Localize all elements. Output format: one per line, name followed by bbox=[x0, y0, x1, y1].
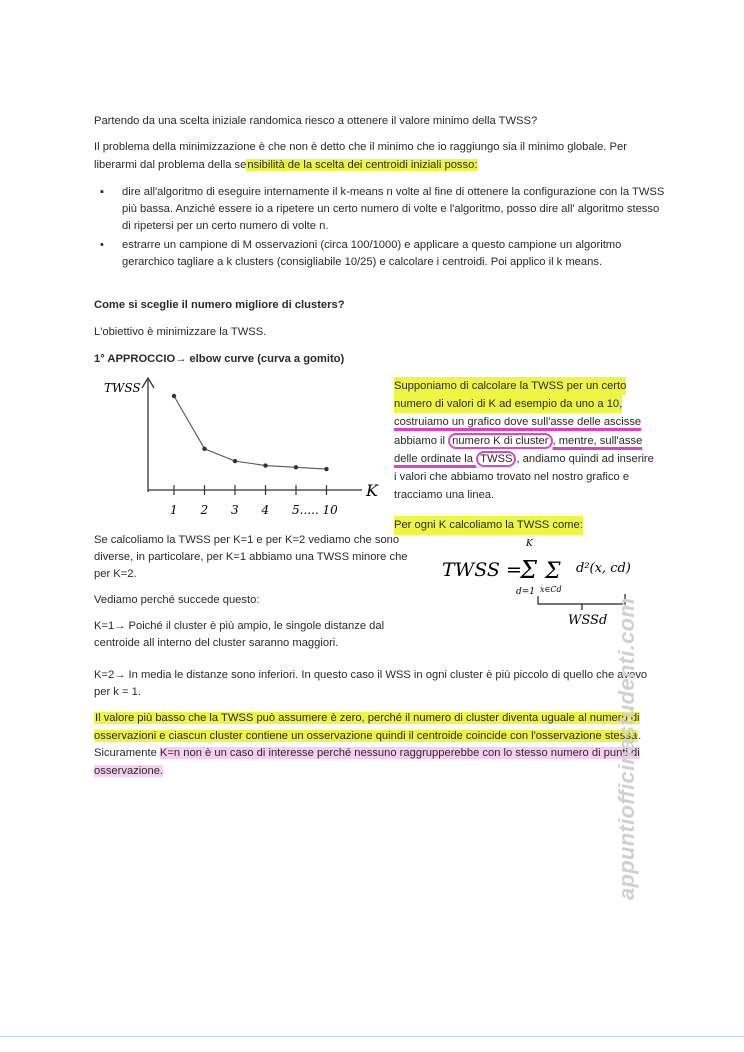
formula-lhs: TWSS = bbox=[442, 559, 522, 581]
bullet-marker: ▪ bbox=[100, 186, 104, 198]
list-item-text: estrarre un campione di M osservazioni (circa 100/1000) e applicare a questo campione un algoritmo gerarchico tagliare a k clusters (consigliabile 10/25) e calcolare i centroidi. Poi applico il k means. bbox=[122, 239, 622, 268]
right-line-1: Supponiamo di calcolare la TWSS per un certo bbox=[394, 377, 626, 395]
right-line-7: tracciamo una linea. bbox=[394, 489, 495, 502]
sum1-bottom: d=1 bbox=[516, 587, 536, 597]
x-tick-label: 2 bbox=[200, 503, 209, 517]
data-point bbox=[324, 467, 328, 471]
sum2-bottom: x∈Cd bbox=[540, 585, 562, 594]
conclusion-highlight: Il valore più basso che la TWSS può assumere è zero, perché il numero di cluster diventa uguale al numero di osservazioni e ciascun cluster contiene un osservazione quindi il centroide coincide con l'osservazione stessa bbox=[94, 712, 640, 742]
right-line-4a: abbiamo il bbox=[394, 434, 449, 447]
elbow-chart bbox=[100, 372, 395, 522]
right-line-8: Per ogni K calcoliamo la TWSS come: bbox=[394, 516, 583, 534]
k-comparison-text: Se calcoliamo la TWSS per K=1 e per K=2 vediamo che sono diverse, in particolare, per K=1 abbiamo una TWSS minore che per K=2. bbox=[94, 534, 408, 580]
objective-text: L'obiettivo è minimizzare la TWSS. bbox=[94, 326, 267, 338]
x-tick-label: 10 bbox=[322, 503, 338, 517]
right-explanation bbox=[394, 377, 694, 535]
right-line-4 bbox=[394, 432, 642, 450]
conclusion-paragraph bbox=[94, 710, 664, 780]
k2-text: K=2→ In media le distanze sono inferiori. In questo caso il WSS in ogni cluster è più piccolo di quello che avevo per k = 1. bbox=[94, 669, 648, 698]
chart-xlabel: K bbox=[366, 481, 378, 500]
elbow-curve bbox=[174, 396, 327, 469]
data-point bbox=[233, 459, 237, 463]
conclusion-mid: . Sicuramente bbox=[94, 729, 642, 759]
x-tick-label: 4 bbox=[261, 503, 270, 517]
data-point bbox=[294, 465, 298, 469]
chart-tick-labels bbox=[170, 503, 338, 517]
sum2-sigma: Σ bbox=[545, 559, 561, 584]
right-line-2: numero di valori di K ad esempio da uno a 10, bbox=[394, 395, 622, 413]
left-explanation bbox=[94, 532, 414, 652]
minimization-text: Il problema della minimizzazione è che non è detto che il minimo che io raggiungo sia il minimo globale. Per liberarmi dal problema della se bbox=[94, 141, 627, 171]
why-text: Vediamo perché succede questo: bbox=[94, 594, 260, 606]
bullet-marker: • bbox=[100, 239, 104, 251]
x-tick-label: 5..... bbox=[292, 503, 319, 517]
data-point bbox=[172, 394, 176, 398]
right-line-5c: , andiamo quindi ad inserire bbox=[516, 452, 654, 465]
right-line-3: costruiamo un grafico dove sull'asse delle ascisse bbox=[394, 416, 642, 429]
right-line-5 bbox=[394, 450, 654, 468]
right-line-6: i valori che abbiamo trovato nel nostro grafico e bbox=[394, 471, 630, 484]
formula-brace bbox=[538, 594, 625, 610]
right-line-4c: , mentre, sull'asse bbox=[552, 434, 643, 447]
options-list bbox=[100, 184, 670, 273]
sum1-top: K bbox=[526, 539, 533, 549]
minimization-paragraph bbox=[94, 138, 669, 174]
watermark: appuntiofficinastudenti.com bbox=[614, 597, 639, 900]
cluster-count-heading: Come si sceglie il numero migliore di clusters? bbox=[94, 299, 345, 311]
list-item bbox=[100, 237, 670, 271]
bottom-divider bbox=[0, 1036, 744, 1037]
data-point bbox=[263, 463, 267, 467]
right-line-5a: delle ordinate la bbox=[394, 452, 477, 465]
brace-label: WSSd bbox=[568, 613, 608, 628]
twss-circled: TWSS bbox=[476, 451, 516, 467]
list-item-text: dire all'algoritmo di eseguire internamente il k-means n volte al fine di ottenere la configurazione con la TWSS più bassa. Anziché essere io a ripetere un certo numero di volte e l'algoritmo, posso dire all' algoritmo stesso di ripetersi per un certo numero di volte n. bbox=[122, 186, 665, 232]
chart-ylabel: TWSS bbox=[104, 381, 141, 395]
formula-term: d²(x, cd) bbox=[576, 561, 631, 576]
conclusion-pink: K=n non è un caso di interesse perché nessuno raggrupperebbe con lo stesso numero di punti di osservazione. bbox=[94, 747, 640, 777]
intro-question: Partendo da una scelta iniziale randomica riesco a ottenere il valore minimo della TWSS? bbox=[94, 115, 538, 127]
cluster-number-circled: numero K di cluster bbox=[448, 433, 552, 449]
x-tick-label: 3 bbox=[231, 503, 239, 517]
list-item bbox=[100, 184, 670, 235]
twss-formula bbox=[440, 530, 640, 630]
data-point bbox=[202, 447, 206, 451]
k1-text: K=1→ Poiché il cluster è più ampio, le singole distanze dal centroide all interno del cluster saranno maggiori. bbox=[94, 620, 385, 649]
sensitivity-highlight: nsibilità de la scelta dei centroidi iniziali posso: bbox=[247, 159, 478, 171]
approach-heading: 1° APPROCCIO→ elbow curve (curva a gomito) bbox=[94, 353, 345, 365]
x-tick-label: 1 bbox=[170, 503, 178, 517]
sum1-sigma: Σ bbox=[520, 556, 537, 584]
